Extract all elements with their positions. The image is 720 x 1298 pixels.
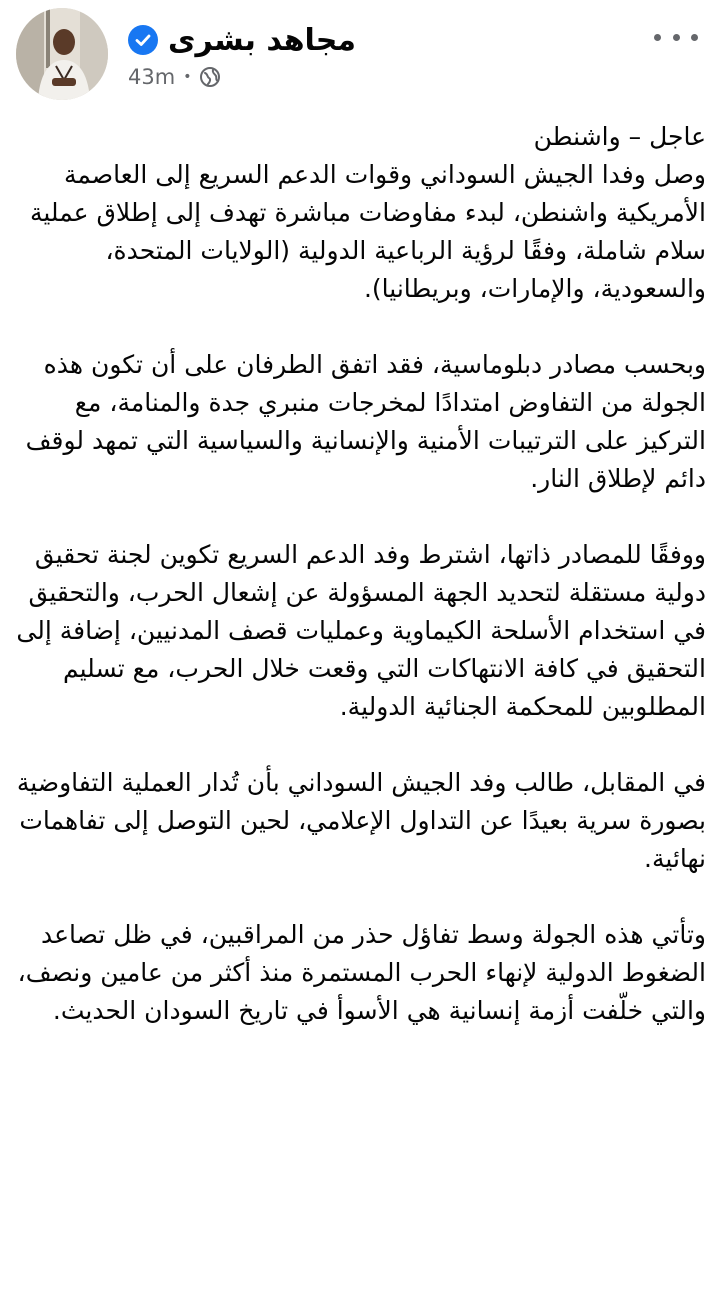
verified-badge-icon	[128, 25, 158, 55]
post-paragraph: ووفقًا للمصادر ذاتها، اشترط وفد الدعم السريع تكوين لجنة تحقيق دولية مستقلة لتحديد الجهة المسؤولة عن إشعال الحرب، والتحقيق في استخدام الأسلحة الكيماوية وعمليات قصف المدنيين، إضافة إلى التحقيق في كافة الانتهاكات التي وقعت خلال الحرب، مع تسليم المطلوبين للمحكمة الجنائية الدولية.	[16, 540, 706, 721]
post-paragraph: عاجل – واشنطن وصل وفدا الجيش السوداني وقوات الدعم السريع إلى العاصمة الأمريكية واشنطن، لبدء مفاوضات مباشرة تهدف إلى إطلاق عملية سلام شاملة، وفقًا لرؤية الرباعية الدولية (الولايات المتحدة، والسعودية، والإمارات، وبريطانيا).	[29, 122, 706, 303]
author-name[interactable]: مجاهد بشرى	[168, 22, 356, 58]
more-dot-icon	[691, 34, 698, 41]
post-paragraph: في المقابل، طالب وفد الجيش السوداني بأن تُدار العملية التفاوضية بصورة سرية بعيدًا عن التداول الإعلامي، لحين التوصل إلى تفاهمات نهائية.	[16, 768, 706, 873]
post-paragraph: وبحسب مصادر دبلوماسية، فقد اتفق الطرفان على أن تكون هذه الجولة من التفاوض امتدادًا لمخرجات منبري جدة والمنامة، مع التركيز على الترتيبات الأمنية والإنسانية والسياسية التي تمهد لوقف دائم لإطلاق النار.	[25, 350, 706, 493]
globe-icon[interactable]	[199, 66, 221, 88]
profile-photo	[16, 8, 108, 100]
post-header	[0, 0, 720, 110]
more-options-button[interactable]	[654, 24, 698, 50]
post-time[interactable]: 43m	[128, 65, 176, 89]
more-dot-icon	[673, 34, 680, 41]
post-paragraph: وتأتي هذه الجولة وسط تفاؤل حذر من المراقبين، في ظل تصاعد الضغوط الدولية لإنهاء الحرب المستمرة منذ أكثر من عامين ونصف، والتي خلّفت أزمة إنسانية هي الأسوأ في تاريخ السودان الحديث.	[17, 920, 706, 1025]
author-row	[128, 16, 356, 64]
meta-separator: •	[183, 69, 192, 85]
more-dot-icon	[654, 34, 661, 41]
post-body	[14, 118, 706, 1030]
post-meta	[128, 62, 221, 92]
avatar[interactable]	[16, 8, 108, 100]
